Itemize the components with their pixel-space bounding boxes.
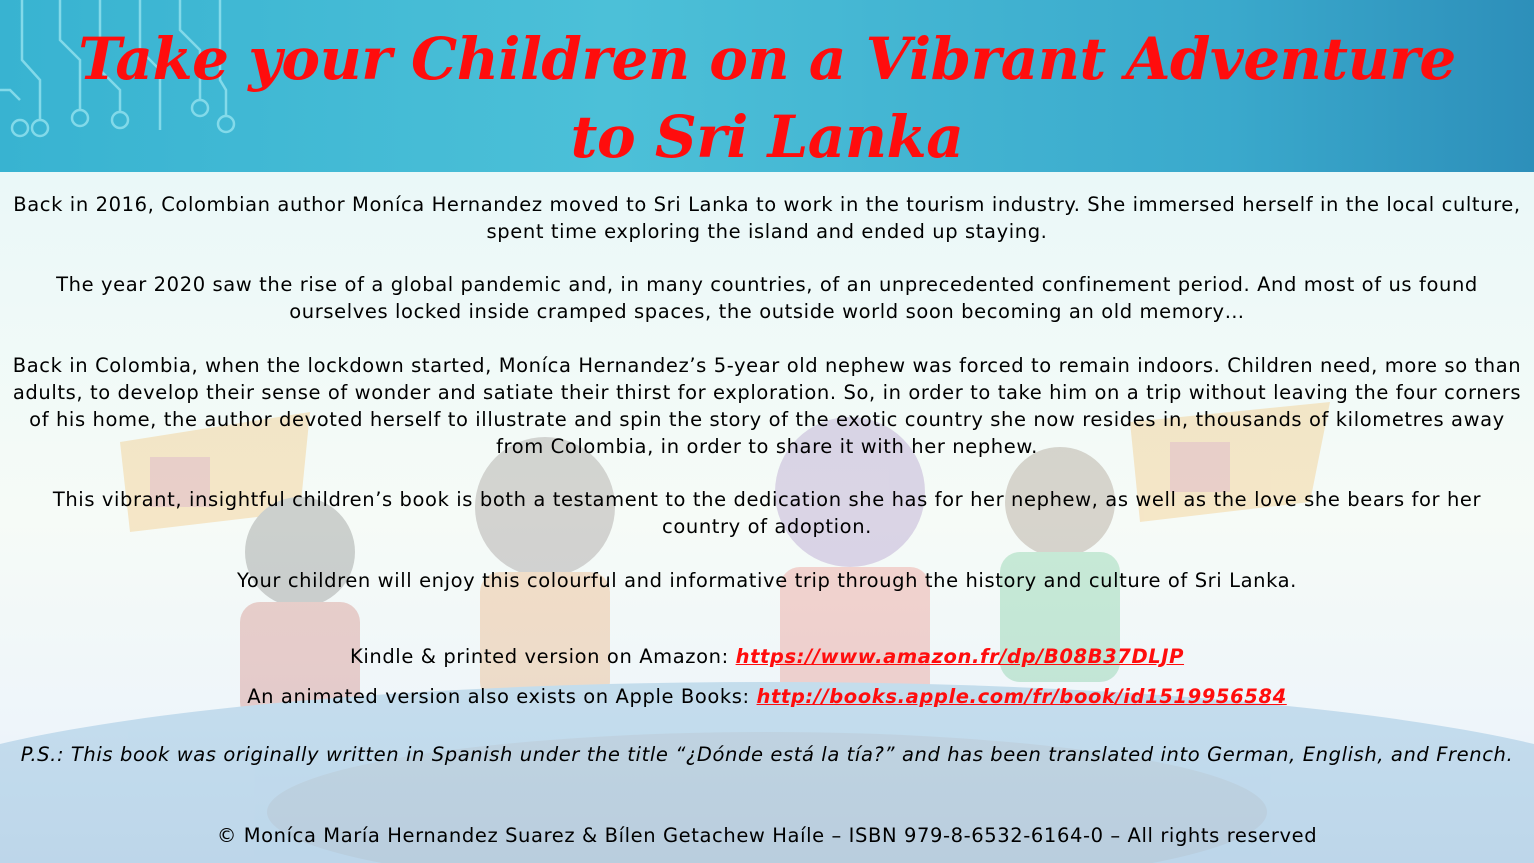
apple-books-line xyxy=(0,683,1534,710)
apple-books-label: An animated version also exists on Apple Books: xyxy=(247,685,757,708)
postscript-note: P.S.: This book was originally written in Spanish under the title “¿Dónde está la tía?” and has been translated into German, English, and French. xyxy=(20,743,1514,766)
paragraph-book: This vibrant, insightful children’s book is both a testament to the dedication she has for her nephew, as well as the love she bears for her country of adoption. xyxy=(52,488,1482,538)
copyright-notice: © Moníca María Hernandez Suarez & Bílen Getachew Haíle – ISBN 979-8-6532-6164-0 – All rights reserved xyxy=(216,824,1318,847)
amazon-label: Kindle & printed version on Amazon: xyxy=(349,645,736,668)
title-line-1: Take your Children on a Vibrant Adventure xyxy=(78,25,1456,93)
paragraph-pandemic: The year 2020 saw the rise of a global pandemic and, in many countries, of an unprecedented confinement period. And most of us found ourselves locked inside cramped spaces, the outside world soon becoming an old memory… xyxy=(56,273,1478,323)
header-banner xyxy=(0,0,1534,172)
paragraph-intro: Back in 2016, Colombian author Moníca Hernandez moved to Sri Lanka to work in the tourism industry. She immersed herself in the local culture, spent time exploring the island and ended up staying. xyxy=(13,193,1521,243)
paragraph-enjoy: Your children will enjoy this colourful and informative trip through the history and culture of Sri Lanka. xyxy=(237,569,1297,592)
amazon-link[interactable]: https://www.amazon.fr/dp/B08B37DLJP xyxy=(735,645,1185,668)
title-line-2: to Sri Lanka xyxy=(570,103,964,171)
paragraph-lockdown: Back in Colombia, when the lockdown started, Moníca Hernandez’s 5-year old nephew was forced to remain indoors. Children need, more so than adults, to develop their sense of wonder and satiate their thirst for exploration. So, in order to take him on a trip without leaving the four corners of his home, the author devoted herself to illustrate and spin the story of the exotic country she now resides in, thousands of kilometres away from Colombia, in order to share it with her nephew. xyxy=(12,354,1522,458)
apple-books-link[interactable]: http://books.apple.com/fr/book/id1519956584 xyxy=(756,685,1287,708)
amazon-line xyxy=(0,643,1534,670)
page-title xyxy=(0,20,1534,172)
